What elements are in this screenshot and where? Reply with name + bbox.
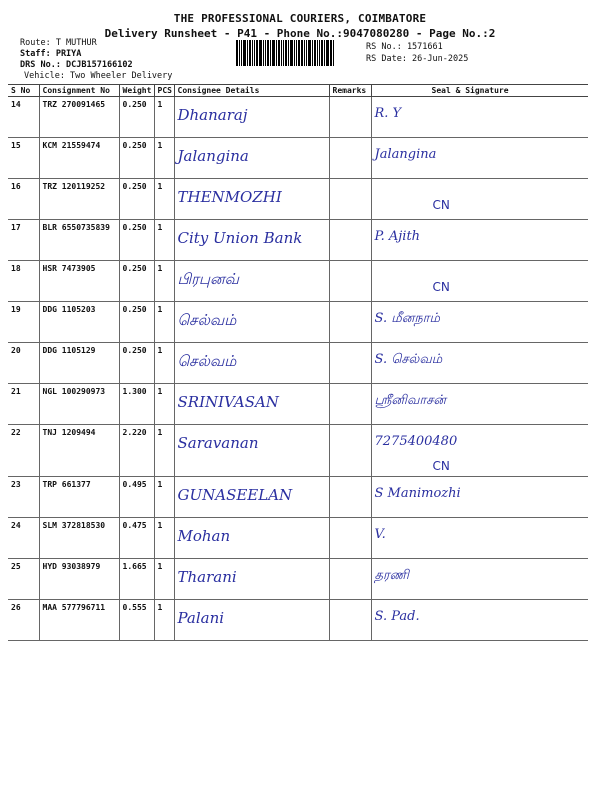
weight-cell: 0.250 — [119, 302, 154, 343]
rs-number: RS No.: 1571661 — [366, 42, 443, 52]
rs-date: RS Date: 26-Jun-2025 — [366, 54, 469, 64]
handwritten-consignee: Dhanaraj — [177, 106, 248, 124]
pcs-cell: 1 — [154, 261, 174, 302]
remarks-cell — [329, 384, 371, 425]
signature-cell — [371, 425, 588, 477]
signature-cell — [371, 518, 588, 559]
weight-cell: 0.555 — [119, 600, 154, 641]
remarks-cell — [329, 138, 371, 179]
pcs-cell: 1 — [154, 425, 174, 477]
handwritten-signature: S. செல்வம் — [374, 352, 443, 367]
remarks-cell — [329, 477, 371, 518]
col-remarks: Remarks — [329, 85, 371, 97]
cn-mark — [375, 368, 586, 378]
cn-mark — [375, 584, 586, 594]
sno-cell: 25 — [8, 559, 39, 600]
sno-cell: 24 — [8, 518, 39, 559]
handwritten-signature: S. Pad. — [374, 609, 420, 624]
cn-mark — [375, 121, 586, 131]
handwritten-consignee: GUNASEELAN — [177, 486, 293, 504]
cn-mark: CN — [432, 198, 450, 212]
consignment-cell: MAA 577796711 — [39, 600, 119, 641]
barcode — [236, 40, 356, 66]
consignee-cell — [174, 138, 329, 179]
pcs-cell: 1 — [154, 559, 174, 600]
consignee-cell — [174, 302, 329, 343]
signature-cell — [371, 179, 588, 220]
pcs-cell: 1 — [154, 384, 174, 425]
handwritten-consignee: பிரபுனவ் — [177, 270, 239, 288]
handwritten-consignee: Jalangina — [177, 147, 249, 165]
cn-mark — [375, 542, 586, 552]
handwritten-signature: ஸ்ரீனிவாசன் — [374, 393, 446, 408]
consignment-cell: BLR 6550735839 — [39, 220, 119, 261]
sno-cell: 16 — [8, 179, 39, 220]
consignment-cell: TRZ 120119252 — [39, 179, 119, 220]
signature-cell — [371, 302, 588, 343]
weight-cell: 1.300 — [119, 384, 154, 425]
table-row — [8, 97, 588, 138]
consignee-cell — [174, 425, 329, 477]
consignee-cell — [174, 518, 329, 559]
cn-mark — [375, 327, 586, 337]
consignee-cell — [174, 97, 329, 138]
sno-cell: 20 — [8, 343, 39, 384]
pcs-cell: 1 — [154, 138, 174, 179]
runsheet-table — [8, 84, 588, 641]
table-row — [8, 302, 588, 343]
weight-cell: 2.220 — [119, 425, 154, 477]
cn-mark — [375, 409, 586, 419]
signature-cell — [371, 97, 588, 138]
handwritten-signature: S Manimozhi — [374, 486, 461, 501]
table-row — [8, 477, 588, 518]
remarks-cell — [329, 220, 371, 261]
pcs-cell: 1 — [154, 600, 174, 641]
col-consignee: Consignee Details — [174, 85, 329, 97]
col-consignment: Consignment No — [39, 85, 119, 97]
consignment-cell: DDG 1105129 — [39, 343, 119, 384]
consignee-cell — [174, 343, 329, 384]
weight-cell: 0.475 — [119, 518, 154, 559]
pcs-cell: 1 — [154, 97, 174, 138]
handwritten-signature: P. Ajith — [374, 229, 421, 244]
consignee-cell — [174, 179, 329, 220]
handwritten-signature: R. Y — [374, 106, 402, 121]
consignment-cell: TRP 661377 — [39, 477, 119, 518]
weight-cell: 0.250 — [119, 97, 154, 138]
remarks-cell — [329, 261, 371, 302]
pcs-cell: 1 — [154, 518, 174, 559]
consignment-cell: TRZ 270091465 — [39, 97, 119, 138]
col-signature: Seal & Signature — [371, 85, 588, 97]
table-row — [8, 384, 588, 425]
signature-cell — [371, 384, 588, 425]
consignee-cell — [174, 261, 329, 302]
handwritten-consignee: செல்வம் — [177, 311, 237, 329]
consignee-cell — [174, 477, 329, 518]
sno-cell: 18 — [8, 261, 39, 302]
consignment-cell: TNJ 1209494 — [39, 425, 119, 477]
weight-cell: 0.250 — [119, 138, 154, 179]
table-row — [8, 179, 588, 220]
handwritten-signature: 7275400480 — [374, 434, 458, 449]
remarks-cell — [329, 343, 371, 384]
handwritten-consignee: Palani — [177, 609, 225, 627]
pcs-cell: 1 — [154, 302, 174, 343]
sno-cell: 26 — [8, 600, 39, 641]
remarks-cell — [329, 559, 371, 600]
table-row — [8, 559, 588, 600]
signature-cell — [371, 600, 588, 641]
cn-mark: CN — [432, 459, 450, 473]
consignment-cell: NGL 100290973 — [39, 384, 119, 425]
signature-cell — [371, 220, 588, 261]
remarks-cell — [329, 302, 371, 343]
remarks-cell — [329, 179, 371, 220]
handwritten-consignee: செல்வம் — [177, 352, 237, 370]
consignee-cell — [174, 559, 329, 600]
handwritten-consignee: SRINIVASAN — [177, 393, 279, 411]
pcs-cell: 1 — [154, 179, 174, 220]
table-row — [8, 343, 588, 384]
page-title: THE PROFESSIONAL COURIERS, COIMBATORE — [173, 12, 427, 25]
weight-cell: 0.250 — [119, 179, 154, 220]
table-row — [8, 600, 588, 641]
weight-cell: 0.250 — [119, 343, 154, 384]
col-weight: Weight — [119, 85, 154, 97]
sno-cell: 15 — [8, 138, 39, 179]
table-row — [8, 220, 588, 261]
weight-cell: 1.665 — [119, 559, 154, 600]
table-header-row — [8, 85, 588, 97]
table-row — [8, 425, 588, 477]
drs-number: DRS No.: DCJB157166102 — [20, 60, 133, 70]
consignment-cell: HYD 93038979 — [39, 559, 119, 600]
vehicle-label: Vehicle: Two Wheeler Delivery — [24, 71, 173, 81]
handwritten-consignee: Tharani — [177, 568, 237, 586]
pcs-cell: 1 — [154, 343, 174, 384]
sno-cell: 23 — [8, 477, 39, 518]
table-row — [8, 518, 588, 559]
consignee-cell — [174, 220, 329, 261]
route-label: Route: T MUTHUR — [20, 38, 97, 48]
cn-mark — [375, 501, 586, 511]
col-sno: S No — [8, 85, 39, 97]
signature-cell — [371, 261, 588, 302]
handwritten-consignee: THENMOZHI — [177, 188, 282, 206]
remarks-cell — [329, 518, 371, 559]
handwritten-consignee: City Union Bank — [177, 229, 303, 247]
sno-cell: 21 — [8, 384, 39, 425]
sno-cell: 22 — [8, 425, 39, 477]
cn-mark: CN — [432, 280, 450, 294]
handwritten-consignee: Saravanan — [177, 434, 259, 452]
remarks-cell — [329, 425, 371, 477]
handwritten-signature: S. மீனநாம் — [374, 311, 440, 326]
handwritten-signature: V. — [374, 527, 386, 542]
signature-cell — [371, 343, 588, 384]
pcs-cell: 1 — [154, 220, 174, 261]
remarks-cell — [329, 600, 371, 641]
table-row — [8, 261, 588, 302]
signature-cell — [371, 559, 588, 600]
staff-label: Staff: PRIYA — [20, 49, 82, 59]
cn-mark — [375, 624, 586, 634]
weight-cell: 0.250 — [119, 261, 154, 302]
handwritten-signature: தரணி — [374, 568, 410, 583]
consignment-cell: DDG 1105203 — [39, 302, 119, 343]
consignment-cell: KCM 21559474 — [39, 138, 119, 179]
sno-cell: 17 — [8, 220, 39, 261]
table-row — [8, 138, 588, 179]
runsheet-subtitle: Delivery Runsheet - P41 - Phone No.:9047080280 - Page No.:2 — [104, 27, 496, 40]
consignee-cell — [174, 384, 329, 425]
consignee-cell — [174, 600, 329, 641]
col-pcs: PCS — [154, 85, 174, 97]
sno-cell: 14 — [8, 97, 39, 138]
signature-cell — [371, 138, 588, 179]
weight-cell: 0.495 — [119, 477, 154, 518]
handwritten-signature: Jalangina — [374, 147, 437, 162]
consignment-cell: HSR 7473905 — [39, 261, 119, 302]
weight-cell: 0.250 — [119, 220, 154, 261]
consignment-cell: SLM 372818530 — [39, 518, 119, 559]
signature-cell — [371, 477, 588, 518]
pcs-cell: 1 — [154, 477, 174, 518]
cn-mark — [375, 162, 586, 172]
remarks-cell — [329, 97, 371, 138]
cn-mark — [375, 244, 586, 254]
sno-cell: 19 — [8, 302, 39, 343]
handwritten-consignee: Mohan — [177, 527, 231, 545]
